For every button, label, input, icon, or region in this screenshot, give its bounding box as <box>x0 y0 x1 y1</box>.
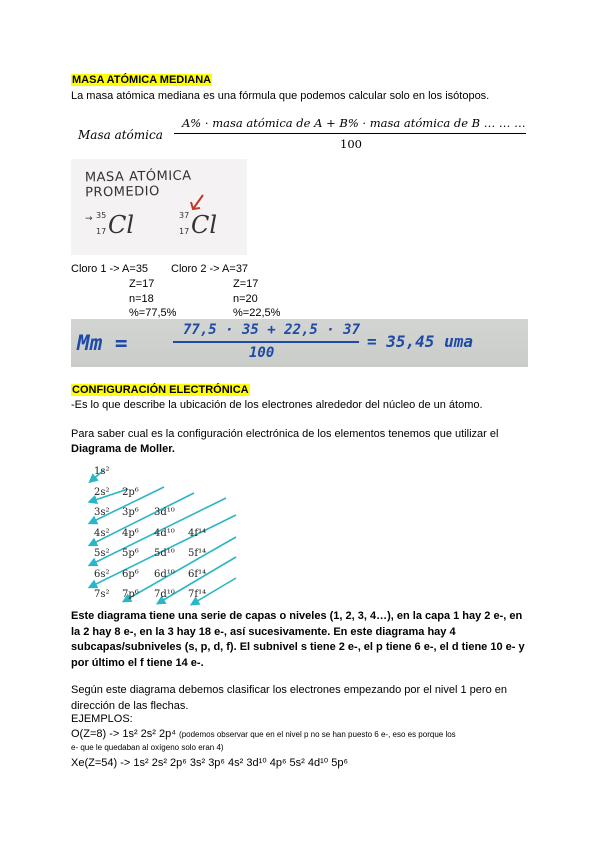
iso1-mass: 35 <box>96 211 107 220</box>
moller-intro: Para saber cual es la configuración electrónica de los elementos tenemos que utilizar el <box>71 428 499 440</box>
iso1-z: 17 <box>96 227 107 236</box>
mm-lhs: Mm = <box>77 331 128 355</box>
section-title-masa-atomica <box>71 73 212 87</box>
example-oxygen-note: (podemos observar que en el nivel p no se han puesto 6 e-, eso es porque los <box>179 730 456 739</box>
cloro2-percent: %=22,5% <box>233 307 281 319</box>
orbital-cell: 6s² <box>94 568 110 580</box>
orbital-cell: 2s² <box>94 486 110 498</box>
explanation-bold: Este diagrama tiene una serie de capas o niveles (1, 2, 3, 4…), en la capa 1 hay 2 e-, en la 2 hay 8 e-, en la 3 hay 18 e-, así sucesivamente. En este diagrama hay 4 subcapas/subniveles (s, p, d, f). El subnivel s tiene 2 e-, el p tiene 6 e-, el d tiene 10 e- y por último el f tiene 14 e-. <box>71 610 525 669</box>
cloro1-n: n=18 <box>129 293 154 305</box>
formula-numerator: A% · masa atómica de A + B% · masa atómica de B … … … <box>182 116 526 130</box>
orbital-cell: 7f¹⁴ <box>188 589 207 600</box>
intro-paragraph: La masa atómica mediana es una fórmula que podemos calcular solo en los isótopos. <box>71 90 490 102</box>
orbital-cell: 4s² <box>94 527 110 539</box>
mm-result: = 35,45 uma <box>367 332 473 351</box>
orbital-cell: 7d¹⁰ <box>154 589 175 600</box>
red-arrow-icon <box>189 193 207 213</box>
section-title-configuracion <box>71 383 250 397</box>
cloro2-header: Cloro 2 -> A=37 <box>171 263 249 275</box>
example-oxygen-config: O(Z=8) -> 1s² 2s² 2p⁴ <box>71 728 176 740</box>
example-xenon: Xe(Z=54) -> 1s² 2s² 2p⁶ 3s² 3p⁶ 4s² 3d¹⁰ 4p⁶ 5s² 4d¹⁰ 5p⁶ <box>71 757 348 769</box>
formula-denominator: 100 <box>340 137 362 151</box>
formula-fraction-bar <box>174 133 526 134</box>
iso1-symbol: Cl <box>108 211 135 239</box>
handwritten-formula-photo <box>71 319 528 367</box>
orbital-cell: 5p⁶ <box>122 548 139 559</box>
example-oxygen <box>71 727 456 742</box>
orbital-cell: 7s² <box>94 589 110 600</box>
moller-diagram-name: Diagrama de Moller. <box>71 443 175 455</box>
handwritten-photo <box>71 159 247 255</box>
formula-lhs: Masa atómica <box>78 128 163 142</box>
examples-title: EJEMPLOS: <box>71 713 133 725</box>
example-oxygen-note2: e- que le quedaban al oxígeno solo eran 4) <box>71 743 224 752</box>
orbital-cell: 7p⁶ <box>122 589 139 600</box>
cloro2-n: n=20 <box>233 293 258 305</box>
orbital-cell: 5d¹⁰ <box>154 548 175 559</box>
formula-image <box>78 112 528 156</box>
iso2-symbol: Cl <box>191 211 218 239</box>
iso2-mass: 37 <box>179 211 190 220</box>
orbital-cell: 6f¹⁴ <box>188 568 207 580</box>
mm-denominator: 100 <box>249 345 275 361</box>
photo-title: MASA ATÓMICA PROMEDIO <box>84 168 192 201</box>
orbital-cell: 5s² <box>94 548 110 559</box>
orbital-cell: 4p⁶ <box>122 527 139 539</box>
moller-diagram <box>86 460 246 606</box>
orbital-cell: 4d¹⁰ <box>154 527 175 539</box>
orbital-cell: 5f¹⁴ <box>188 548 207 559</box>
mm-numerator: 77,5 · 35 + 22,5 · 37 <box>183 322 361 338</box>
photo-arrow-mark: → <box>85 214 93 224</box>
classification-paragraph: Según este diagrama debemos clasificar los electrones empezando por el nivel 1 pero en dirección de las flechas. <box>71 684 507 712</box>
definition-text: -Es lo que describe la ubicación de los electrones alrededor del núcleo de un átomo. <box>71 399 483 411</box>
orbital-cell: 6d¹⁰ <box>154 568 175 580</box>
mm-fraction-bar <box>173 341 359 343</box>
orbital-cell: 4f¹⁴ <box>188 527 207 539</box>
orbital-cell: 1s² <box>94 466 110 477</box>
iso2-z: 17 <box>179 227 190 236</box>
orbital-cell: 3d¹⁰ <box>154 507 175 518</box>
cloro1-header: Cloro 1 -> A=35 <box>71 263 149 275</box>
highlighted-title: CONFIGURACIÓN ELECTRÓNICA <box>72 384 249 396</box>
orbital-cell: 6p⁶ <box>122 568 139 580</box>
orbital-cell: 2p⁶ <box>122 486 139 498</box>
cloro1-percent: %=77,5% <box>129 307 177 319</box>
cloro1-z: Z=17 <box>129 278 155 290</box>
highlighted-title: MASA ATÓMICA MEDIANA <box>72 74 212 86</box>
cloro2-z: Z=17 <box>233 278 259 290</box>
orbital-cell: 3p⁶ <box>122 507 139 518</box>
orbital-cell: 3s² <box>94 507 110 518</box>
